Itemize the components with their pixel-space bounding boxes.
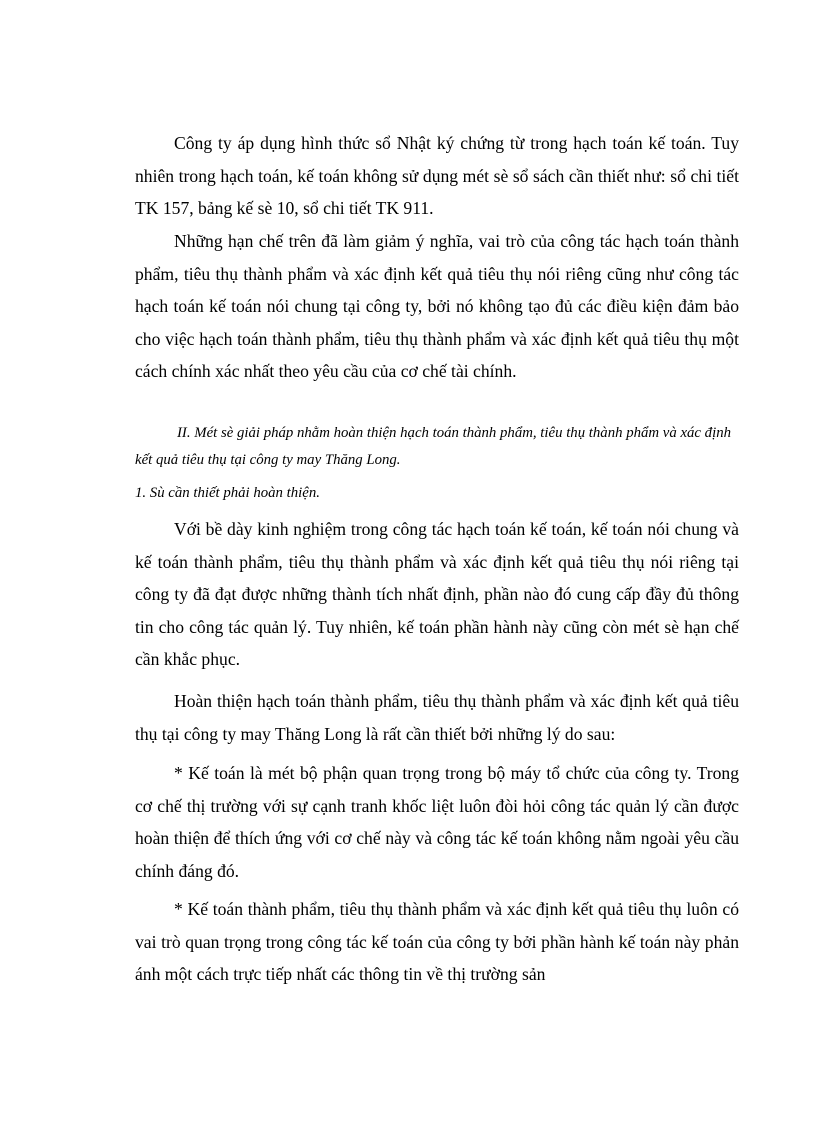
paragraph-6: * Kế toán thành phẩm, tiêu thụ thành phẩm và xác định kết quả tiêu thụ luôn có vai trò quan trọng trong công tác kế toán của công ty bởi phần hành kế toán này phản ánh một cách trực tiếp nhất các thông tin về thị trường sản xyxy=(135,899,739,985)
paragraph-5: * Kế toán là mét bộ phận quan trọng trong bộ máy tổ chức của công ty. Trong cơ chế thị trường với sự cạnh tranh khốc liệt luôn đòi hỏi công tác quản lý cần được hoàn thiện để thích ứng với cơ chế này và công tác kế toán không nằm ngoài yêu cầu chính đáng đó. xyxy=(135,763,739,881)
paragraph-3: Với bề dày kinh nghiệm trong công tác hạch toán kế toán, kế toán nói chung và kế toán thành phẩm, tiêu thụ thành phẩm và xác định kết quả tiêu thụ nói riêng tại công ty đã đạt được những thành tích nhất định, phần nào đó cung cấp đầy đủ thông tin cho công tác quản lý. Tuy nhiên, kế toán phần hành này cũng còn mét sè hạn chế cần khắc phục. xyxy=(135,519,739,670)
subsection-heading: 1. Sù cần thiết phải hoàn thiện. xyxy=(135,485,320,501)
paragraph-4: Hoàn thiện hạch toán thành phẩm, tiêu thụ thành phẩm và xác định kết quả tiêu thụ tại công ty may Thăng Long là rất cần thiết bởi những lý do sau: xyxy=(135,691,739,744)
section-heading: II. Mét sè giải pháp nhằm hoàn thiện hạch toán thành phẩm, tiêu thụ thành phẩm và xác định kết quả tiêu thụ tại công ty may Thăng Long. xyxy=(135,425,731,468)
paragraph-1: Công ty áp dụng hình thức sổ Nhật ký chứng từ trong hạch toán kế toán. Tuy nhiên trong hạch toán, kế toán không sử dụng mét sè sổ sách cần thiết như: sổ chi tiết TK 157, bảng kế sè 10, sổ chi tiết TK 911. xyxy=(135,133,739,219)
paragraph-2: Những hạn chế trên đã làm giảm ý nghĩa, vai trò của công tác hạch toán thành phẩm, tiêu thụ thành phẩm và xác định kết quả tiêu thụ nói riêng cũng như công tác hạch toán kế toán nói chung tại công ty, bởi nó không tạo đủ các điều kiện đảm bảo cho việc hạch toán thành phẩm, tiêu thụ thành phẩm và xác định kết quả tiêu thụ một cách chính xác nhất theo yêu cầu của cơ chế tài chính. xyxy=(135,231,739,382)
